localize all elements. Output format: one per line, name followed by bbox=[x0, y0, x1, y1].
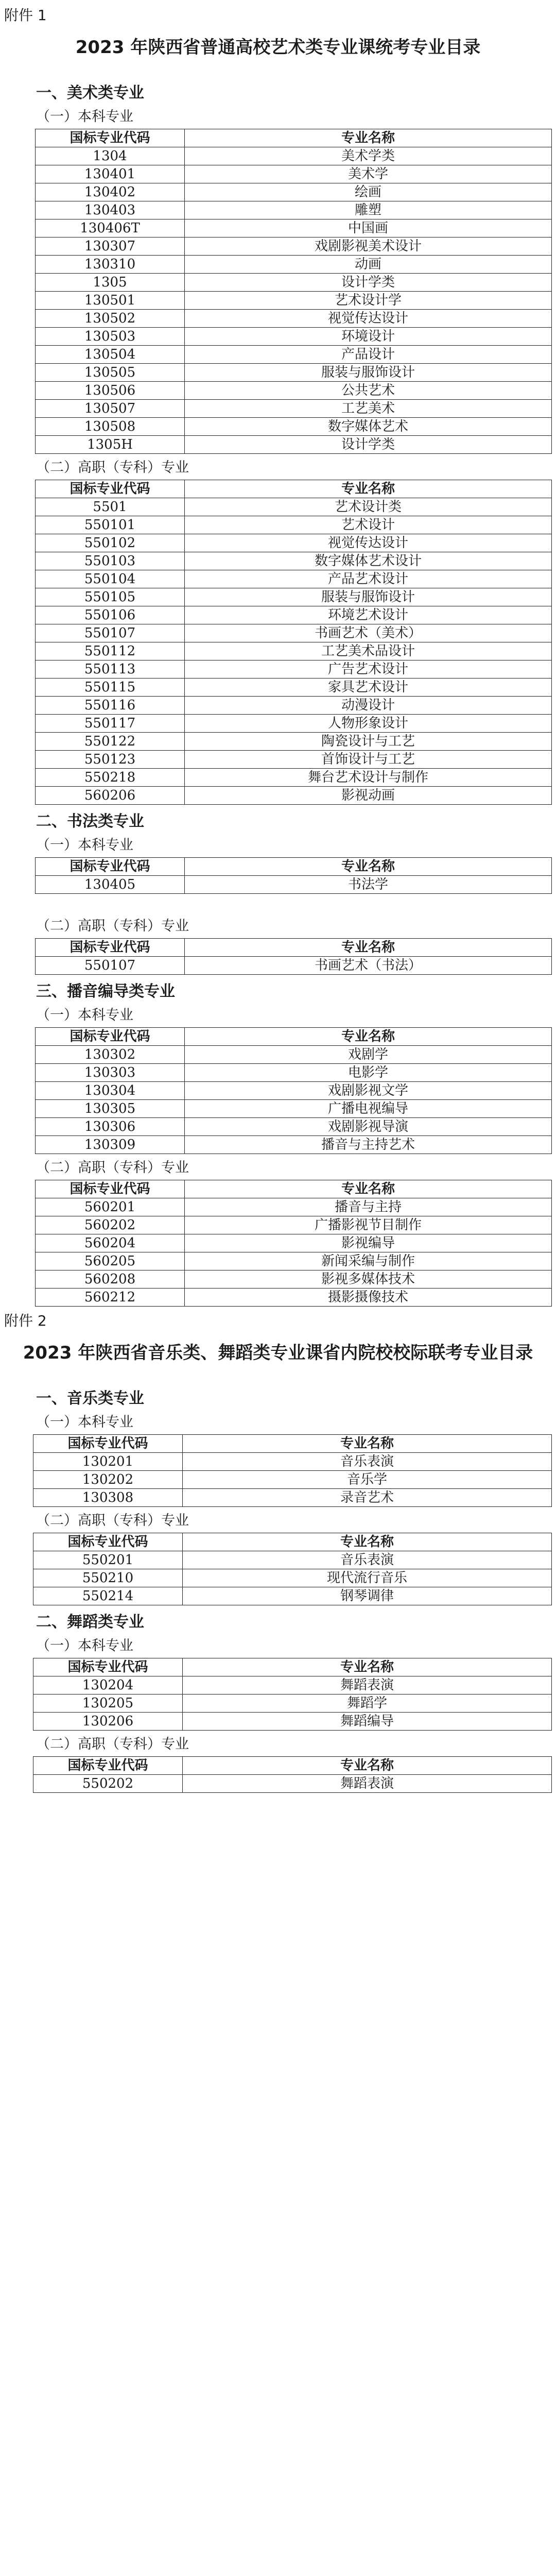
document-title: 2023 年陕西省音乐类、舞蹈类专业课省内院校校际联考专业目录 bbox=[23, 1343, 533, 1363]
table-row bbox=[36, 201, 552, 219]
section-heading: 三、播音编导类专业 bbox=[36, 982, 175, 1001]
major-code-cell: 130302 bbox=[36, 1046, 185, 1064]
major-name-cell: 环境设计 bbox=[185, 328, 552, 346]
column-header-code: 国标专业代码 bbox=[36, 1028, 185, 1046]
column-header-name: 专业名称 bbox=[183, 1533, 552, 1551]
major-name-cell: 书画艺术（书法） bbox=[185, 957, 552, 975]
major-code-cell: 130303 bbox=[36, 1064, 185, 1082]
table-row bbox=[36, 876, 552, 894]
column-header-code: 国标专业代码 bbox=[36, 858, 185, 876]
table-header-row bbox=[33, 1757, 552, 1775]
major-name-cell: 动漫设计 bbox=[185, 697, 552, 715]
table-row bbox=[36, 1289, 552, 1307]
major-name-cell: 新闻采编与制作 bbox=[185, 1252, 552, 1270]
major-name-cell: 艺术设计 bbox=[185, 516, 552, 534]
major-code-cell: 550101 bbox=[36, 516, 185, 534]
column-header-name: 专业名称 bbox=[183, 1435, 552, 1453]
table-row bbox=[36, 364, 552, 382]
table-row bbox=[33, 1551, 552, 1569]
major-code-cell: 130503 bbox=[36, 328, 185, 346]
table-row bbox=[36, 552, 552, 570]
major-name-cell: 摄影摄像技术 bbox=[185, 1289, 552, 1307]
table-row bbox=[33, 1713, 552, 1731]
major-name-cell: 人物形象设计 bbox=[185, 715, 552, 733]
major-name-cell: 陶瓷设计与工艺 bbox=[185, 733, 552, 751]
major-name-cell: 钢琴调律 bbox=[183, 1587, 552, 1605]
table-header-row bbox=[33, 1658, 552, 1676]
column-header-code: 国标专业代码 bbox=[33, 1435, 183, 1453]
major-code-cell: 560208 bbox=[36, 1270, 185, 1289]
major-name-cell: 中国画 bbox=[185, 219, 552, 238]
major-code-cell: 130310 bbox=[36, 256, 185, 274]
column-header-name: 专业名称 bbox=[183, 1658, 552, 1676]
major-name-cell: 戏剧影视导演 bbox=[185, 1118, 552, 1136]
major-code-cell: 550107 bbox=[36, 957, 185, 975]
table-row bbox=[36, 642, 552, 660]
major-code-cell: 130405 bbox=[36, 876, 185, 894]
table-row bbox=[36, 957, 552, 975]
sub-heading: （一）本科专业 bbox=[36, 109, 133, 125]
major-code-cell: 550210 bbox=[33, 1569, 183, 1587]
table-header-row bbox=[36, 1180, 552, 1198]
major-name-cell: 动画 bbox=[185, 256, 552, 274]
table-row bbox=[33, 1569, 552, 1587]
major-code-cell: 550112 bbox=[36, 642, 185, 660]
sub-heading: （二）高职（专科）专业 bbox=[36, 1513, 189, 1529]
appendix-1 bbox=[0, 5, 556, 1307]
major-code-cell: 130307 bbox=[36, 238, 185, 256]
major-code-cell: 130402 bbox=[36, 183, 185, 201]
major-name-cell: 舞台艺术设计与制作 bbox=[185, 769, 552, 787]
table-row bbox=[36, 498, 552, 516]
major-name-cell: 播音与主持艺术 bbox=[185, 1136, 552, 1154]
major-code-cell: 550115 bbox=[36, 679, 185, 697]
major-name-cell: 数字媒体艺术 bbox=[185, 418, 552, 436]
table-row bbox=[36, 147, 552, 165]
major-code-cell: 550106 bbox=[36, 606, 185, 624]
major-name-cell: 影视多媒体技术 bbox=[185, 1270, 552, 1289]
major-code-cell: 130306 bbox=[36, 1118, 185, 1136]
major-name-cell: 电影学 bbox=[185, 1064, 552, 1082]
major-code-cell: 550218 bbox=[36, 769, 185, 787]
major-code-cell: 560206 bbox=[36, 787, 185, 805]
table-row bbox=[36, 310, 552, 328]
table-row bbox=[36, 697, 552, 715]
major-name-cell: 书法学 bbox=[185, 876, 552, 894]
major-name-cell: 广告艺术设计 bbox=[185, 660, 552, 679]
major-code-cell: 130201 bbox=[33, 1453, 183, 1471]
major-name-cell: 工艺美术 bbox=[185, 400, 552, 418]
table-row bbox=[36, 418, 552, 436]
major-code-cell: 130502 bbox=[36, 310, 185, 328]
table-row bbox=[36, 570, 552, 588]
major-name-cell: 戏剧影视美术设计 bbox=[185, 238, 552, 256]
sub-heading: （二）高职（专科）专业 bbox=[36, 1736, 189, 1752]
table-row bbox=[36, 238, 552, 256]
major-table bbox=[35, 129, 552, 454]
major-code-cell: 130308 bbox=[33, 1489, 183, 1507]
table-row bbox=[36, 1136, 552, 1154]
column-header-name: 专业名称 bbox=[185, 480, 552, 498]
major-name-cell: 服装与服饰设计 bbox=[185, 364, 552, 382]
major-name-cell: 绘画 bbox=[185, 183, 552, 201]
major-code-cell: 550116 bbox=[36, 697, 185, 715]
sub-heading: （一）本科专业 bbox=[36, 837, 133, 853]
table-row bbox=[36, 165, 552, 183]
major-name-cell: 音乐表演 bbox=[183, 1453, 552, 1471]
table-row bbox=[36, 1270, 552, 1289]
table-row bbox=[36, 1198, 552, 1216]
table-row bbox=[36, 588, 552, 606]
major-table bbox=[33, 1658, 552, 1731]
table-row bbox=[36, 1082, 552, 1100]
major-name-cell: 广播电视编导 bbox=[185, 1100, 552, 1118]
major-name-cell: 视觉传达设计 bbox=[185, 310, 552, 328]
appendix-label: 附件 2 bbox=[4, 1312, 47, 1329]
major-name-cell: 数字媒体艺术设计 bbox=[185, 552, 552, 570]
table-header-row bbox=[36, 129, 552, 147]
major-table bbox=[33, 1434, 552, 1507]
major-name-cell: 服装与服饰设计 bbox=[185, 588, 552, 606]
major-name-cell: 家具艺术设计 bbox=[185, 679, 552, 697]
major-code-cell: 1305H bbox=[36, 436, 185, 454]
table-row bbox=[36, 1234, 552, 1252]
major-code-cell: 560201 bbox=[36, 1198, 185, 1216]
table-row bbox=[36, 679, 552, 697]
section-heading: 一、美术类专业 bbox=[36, 84, 144, 102]
table-header-row bbox=[33, 1533, 552, 1551]
table-header-row bbox=[36, 480, 552, 498]
table-row bbox=[36, 436, 552, 454]
table-header-row bbox=[36, 858, 552, 876]
column-header-name: 专业名称 bbox=[185, 858, 552, 876]
major-name-cell: 广播影视节目制作 bbox=[185, 1216, 552, 1234]
major-name-cell: 影视编导 bbox=[185, 1234, 552, 1252]
column-header-name: 专业名称 bbox=[185, 1180, 552, 1198]
major-table bbox=[33, 1756, 552, 1793]
table-row bbox=[36, 256, 552, 274]
major-name-cell: 现代流行音乐 bbox=[183, 1569, 552, 1587]
column-header-code: 国标专业代码 bbox=[36, 1180, 185, 1198]
table-row bbox=[33, 1694, 552, 1713]
major-name-cell: 视觉传达设计 bbox=[185, 534, 552, 552]
major-code-cell: 130304 bbox=[36, 1082, 185, 1100]
table-row bbox=[36, 516, 552, 534]
major-code-cell: 550122 bbox=[36, 733, 185, 751]
major-name-cell: 录音艺术 bbox=[183, 1489, 552, 1507]
sub-heading: （二）高职（专科）专业 bbox=[36, 1160, 189, 1176]
table-row bbox=[33, 1587, 552, 1605]
table-row bbox=[36, 660, 552, 679]
table-header-row bbox=[33, 1435, 552, 1453]
table-row bbox=[36, 219, 552, 238]
table-row bbox=[36, 1216, 552, 1234]
major-code-cell: 130501 bbox=[36, 292, 185, 310]
column-header-code: 国标专业代码 bbox=[33, 1658, 183, 1676]
table-row bbox=[33, 1775, 552, 1793]
table-row bbox=[33, 1471, 552, 1489]
column-header-name: 专业名称 bbox=[183, 1757, 552, 1775]
table-header-row bbox=[36, 1028, 552, 1046]
table-row bbox=[36, 624, 552, 642]
table-row bbox=[36, 382, 552, 400]
major-code-cell: 550214 bbox=[33, 1587, 183, 1605]
major-name-cell: 设计学类 bbox=[185, 274, 552, 292]
column-header-name: 专业名称 bbox=[185, 1028, 552, 1046]
major-name-cell: 戏剧学 bbox=[185, 1046, 552, 1064]
major-code-cell: 560212 bbox=[36, 1289, 185, 1307]
major-name-cell: 音乐学 bbox=[183, 1471, 552, 1489]
major-name-cell: 环境艺术设计 bbox=[185, 606, 552, 624]
major-name-cell: 设计学类 bbox=[185, 436, 552, 454]
appendix-label: 附件 1 bbox=[4, 7, 47, 24]
major-name-cell: 艺术设计学 bbox=[185, 292, 552, 310]
major-code-cell: 5501 bbox=[36, 498, 185, 516]
column-header-code: 国标专业代码 bbox=[36, 939, 185, 957]
major-code-cell: 130205 bbox=[33, 1694, 183, 1713]
major-name-cell: 艺术设计类 bbox=[185, 498, 552, 516]
major-code-cell: 550107 bbox=[36, 624, 185, 642]
section-heading: 二、舞蹈类专业 bbox=[36, 1613, 144, 1631]
major-name-cell: 美术学 bbox=[185, 165, 552, 183]
table-row bbox=[36, 715, 552, 733]
table-row bbox=[36, 328, 552, 346]
major-table bbox=[35, 1027, 552, 1154]
sub-heading: （二）高职（专科）专业 bbox=[36, 460, 189, 476]
major-name-cell: 舞蹈编导 bbox=[183, 1713, 552, 1731]
major-name-cell: 播音与主持 bbox=[185, 1198, 552, 1216]
major-table bbox=[35, 857, 552, 894]
major-name-cell: 产品设计 bbox=[185, 346, 552, 364]
major-name-cell: 戏剧影视文学 bbox=[185, 1082, 552, 1100]
major-name-cell: 产品艺术设计 bbox=[185, 570, 552, 588]
table-row bbox=[33, 1489, 552, 1507]
table-row bbox=[36, 346, 552, 364]
major-name-cell: 首饰设计与工艺 bbox=[185, 751, 552, 769]
major-name-cell: 音乐表演 bbox=[183, 1551, 552, 1569]
major-code-cell: 550105 bbox=[36, 588, 185, 606]
major-code-cell: 130202 bbox=[33, 1471, 183, 1489]
column-header-code: 国标专业代码 bbox=[33, 1533, 183, 1551]
major-code-cell: 550123 bbox=[36, 751, 185, 769]
sub-heading: （一）本科专业 bbox=[36, 1414, 133, 1430]
major-code-cell: 560204 bbox=[36, 1234, 185, 1252]
column-header-name: 专业名称 bbox=[185, 129, 552, 147]
major-code-cell: 130505 bbox=[36, 364, 185, 382]
sub-heading: （二）高职（专科）专业 bbox=[36, 918, 189, 934]
table-row bbox=[33, 1453, 552, 1471]
sub-heading: （一）本科专业 bbox=[36, 1007, 133, 1023]
major-code-cell: 130507 bbox=[36, 400, 185, 418]
column-header-code: 国标专业代码 bbox=[33, 1757, 183, 1775]
major-code-cell: 130305 bbox=[36, 1100, 185, 1118]
table-row bbox=[36, 1046, 552, 1064]
table-row bbox=[36, 1064, 552, 1082]
table-row bbox=[36, 400, 552, 418]
column-header-code: 国标专业代码 bbox=[36, 129, 185, 147]
column-header-code: 国标专业代码 bbox=[36, 480, 185, 498]
major-code-cell: 560205 bbox=[36, 1252, 185, 1270]
table-header-row bbox=[36, 939, 552, 957]
major-table bbox=[33, 1533, 552, 1605]
major-code-cell: 550201 bbox=[33, 1551, 183, 1569]
major-code-cell: 130309 bbox=[36, 1136, 185, 1154]
major-code-cell: 560202 bbox=[36, 1216, 185, 1234]
table-row bbox=[36, 733, 552, 751]
major-name-cell: 美术学类 bbox=[185, 147, 552, 165]
section-heading: 二、书法类专业 bbox=[36, 812, 144, 831]
table-row bbox=[36, 751, 552, 769]
appendix-2 bbox=[0, 1311, 556, 1793]
major-code-cell: 550104 bbox=[36, 570, 185, 588]
table-row bbox=[36, 292, 552, 310]
major-code-cell: 130504 bbox=[36, 346, 185, 364]
major-name-cell: 舞蹈表演 bbox=[183, 1775, 552, 1793]
major-code-cell: 130506 bbox=[36, 382, 185, 400]
major-code-cell: 1304 bbox=[36, 147, 185, 165]
major-name-cell: 书画艺术（美术） bbox=[185, 624, 552, 642]
major-code-cell: 550117 bbox=[36, 715, 185, 733]
table-row bbox=[33, 1676, 552, 1694]
major-code-cell: 130204 bbox=[33, 1676, 183, 1694]
major-code-cell: 550102 bbox=[36, 534, 185, 552]
major-code-cell: 130508 bbox=[36, 418, 185, 436]
major-name-cell: 公共艺术 bbox=[185, 382, 552, 400]
major-code-cell: 550113 bbox=[36, 660, 185, 679]
major-code-cell: 550202 bbox=[33, 1775, 183, 1793]
table-row bbox=[36, 1118, 552, 1136]
major-code-cell: 1305 bbox=[36, 274, 185, 292]
major-name-cell: 舞蹈学 bbox=[183, 1694, 552, 1713]
table-row bbox=[36, 1252, 552, 1270]
major-code-cell: 130403 bbox=[36, 201, 185, 219]
document-title: 2023 年陕西省普通高校艺术类专业课统考专业目录 bbox=[75, 37, 481, 58]
sub-heading: （一）本科专业 bbox=[36, 1638, 133, 1654]
major-code-cell: 130406T bbox=[36, 219, 185, 238]
table-row bbox=[36, 183, 552, 201]
major-table bbox=[35, 1180, 552, 1307]
column-header-name: 专业名称 bbox=[185, 939, 552, 957]
table-row bbox=[36, 1100, 552, 1118]
major-table bbox=[35, 938, 552, 975]
table-row bbox=[36, 769, 552, 787]
table-row bbox=[36, 606, 552, 624]
major-code-cell: 130206 bbox=[33, 1713, 183, 1731]
major-name-cell: 影视动画 bbox=[185, 787, 552, 805]
table-row bbox=[36, 534, 552, 552]
major-name-cell: 雕塑 bbox=[185, 201, 552, 219]
table-row bbox=[36, 787, 552, 805]
major-name-cell: 工艺美术品设计 bbox=[185, 642, 552, 660]
table-row bbox=[36, 274, 552, 292]
major-code-cell: 550103 bbox=[36, 552, 185, 570]
section-heading: 一、音乐类专业 bbox=[36, 1389, 144, 1408]
major-code-cell: 130401 bbox=[36, 165, 185, 183]
major-name-cell: 舞蹈表演 bbox=[183, 1676, 552, 1694]
major-table bbox=[35, 480, 552, 805]
